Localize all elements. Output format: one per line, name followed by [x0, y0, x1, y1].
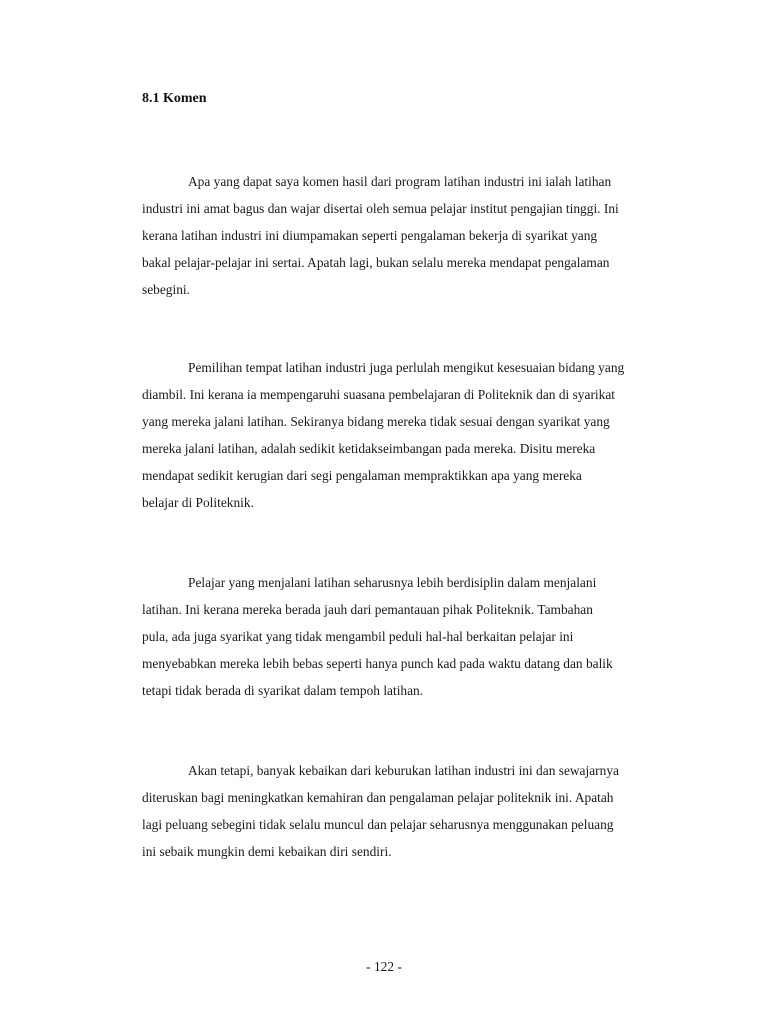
paragraph-line: industri ini amat bagus dan wajar disertai oleh semua pelajar institut pengajian tinggi. Ini: [142, 201, 619, 216]
paragraph-line: diambil. Ini kerana ia mempengaruhi suasana pembelajaran di Politeknik dan di syarikat: [142, 387, 615, 402]
paragraph-line: mendapat sedikit kerugian dari segi pengalaman mempraktikkan apa yang mereka: [142, 468, 582, 483]
paragraph-line: pula, ada juga syarikat yang tidak mengambil peduli hal-hal berkaitan pelajar ini: [142, 629, 574, 644]
paragraph-1: [142, 168, 642, 303]
paragraph-line: menyebabkan mereka lebih bebas seperti hanya punch kad pada waktu datang dan balik: [142, 656, 613, 671]
paragraph-line: bakal pelajar-pelajar ini sertai. Apatah lagi, bukan selalu mereka mendapat pengalaman: [142, 255, 610, 270]
paragraph-2: [142, 354, 642, 516]
paragraph-line: kerana latihan industri ini diumpamakan seperti pengalaman bekerja di syarikat yang: [142, 228, 598, 243]
paragraph-line: ini sebaik mungkin demi kebaikan diri sendiri.: [142, 844, 392, 859]
page-number: - 122 -: [366, 959, 402, 974]
section-heading: 8.1 Komen: [142, 91, 207, 106]
paragraph-line: yang mereka jalani latihan. Sekiranya bidang mereka tidak sesuai dengan syarikat yang: [142, 414, 610, 429]
paragraph-3: [142, 569, 642, 704]
paragraph-line: lagi peluang sebegini tidak selalu muncul dan pelajar seharusnya menggunakan peluang: [142, 817, 614, 832]
paragraph-line: Apa yang dapat saya komen hasil dari program latihan industri ini ialah latihan: [188, 174, 612, 189]
paragraph-line: Akan tetapi, banyak kebaikan dari keburukan latihan industri ini dan sewajarnya: [188, 763, 619, 778]
paragraph-line: belajar di Politeknik.: [142, 495, 254, 510]
paragraph-line: sebegini.: [142, 282, 190, 297]
paragraph-line: mereka jalani latihan, adalah sedikit ketidakseimbangan pada mereka. Disitu mereka: [142, 441, 596, 456]
paragraph-line: latihan. Ini kerana mereka berada jauh dari pemantauan pihak Politeknik. Tambahan: [142, 602, 593, 617]
paragraph-line: diteruskan bagi meningkatkan kemahiran dan pengalaman pelajar politeknik ini. Apatah: [142, 790, 614, 805]
paragraph-line: tetapi tidak berada di syarikat dalam tempoh latihan.: [142, 683, 424, 698]
paragraph-line: Pelajar yang menjalani latihan seharusnya lebih berdisiplin dalam menjalani: [188, 575, 597, 590]
paragraph-line: Pemilihan tempat latihan industri juga perlulah mengikut kesesuaian bidang yang: [188, 360, 625, 375]
paragraph-4: [142, 757, 642, 865]
